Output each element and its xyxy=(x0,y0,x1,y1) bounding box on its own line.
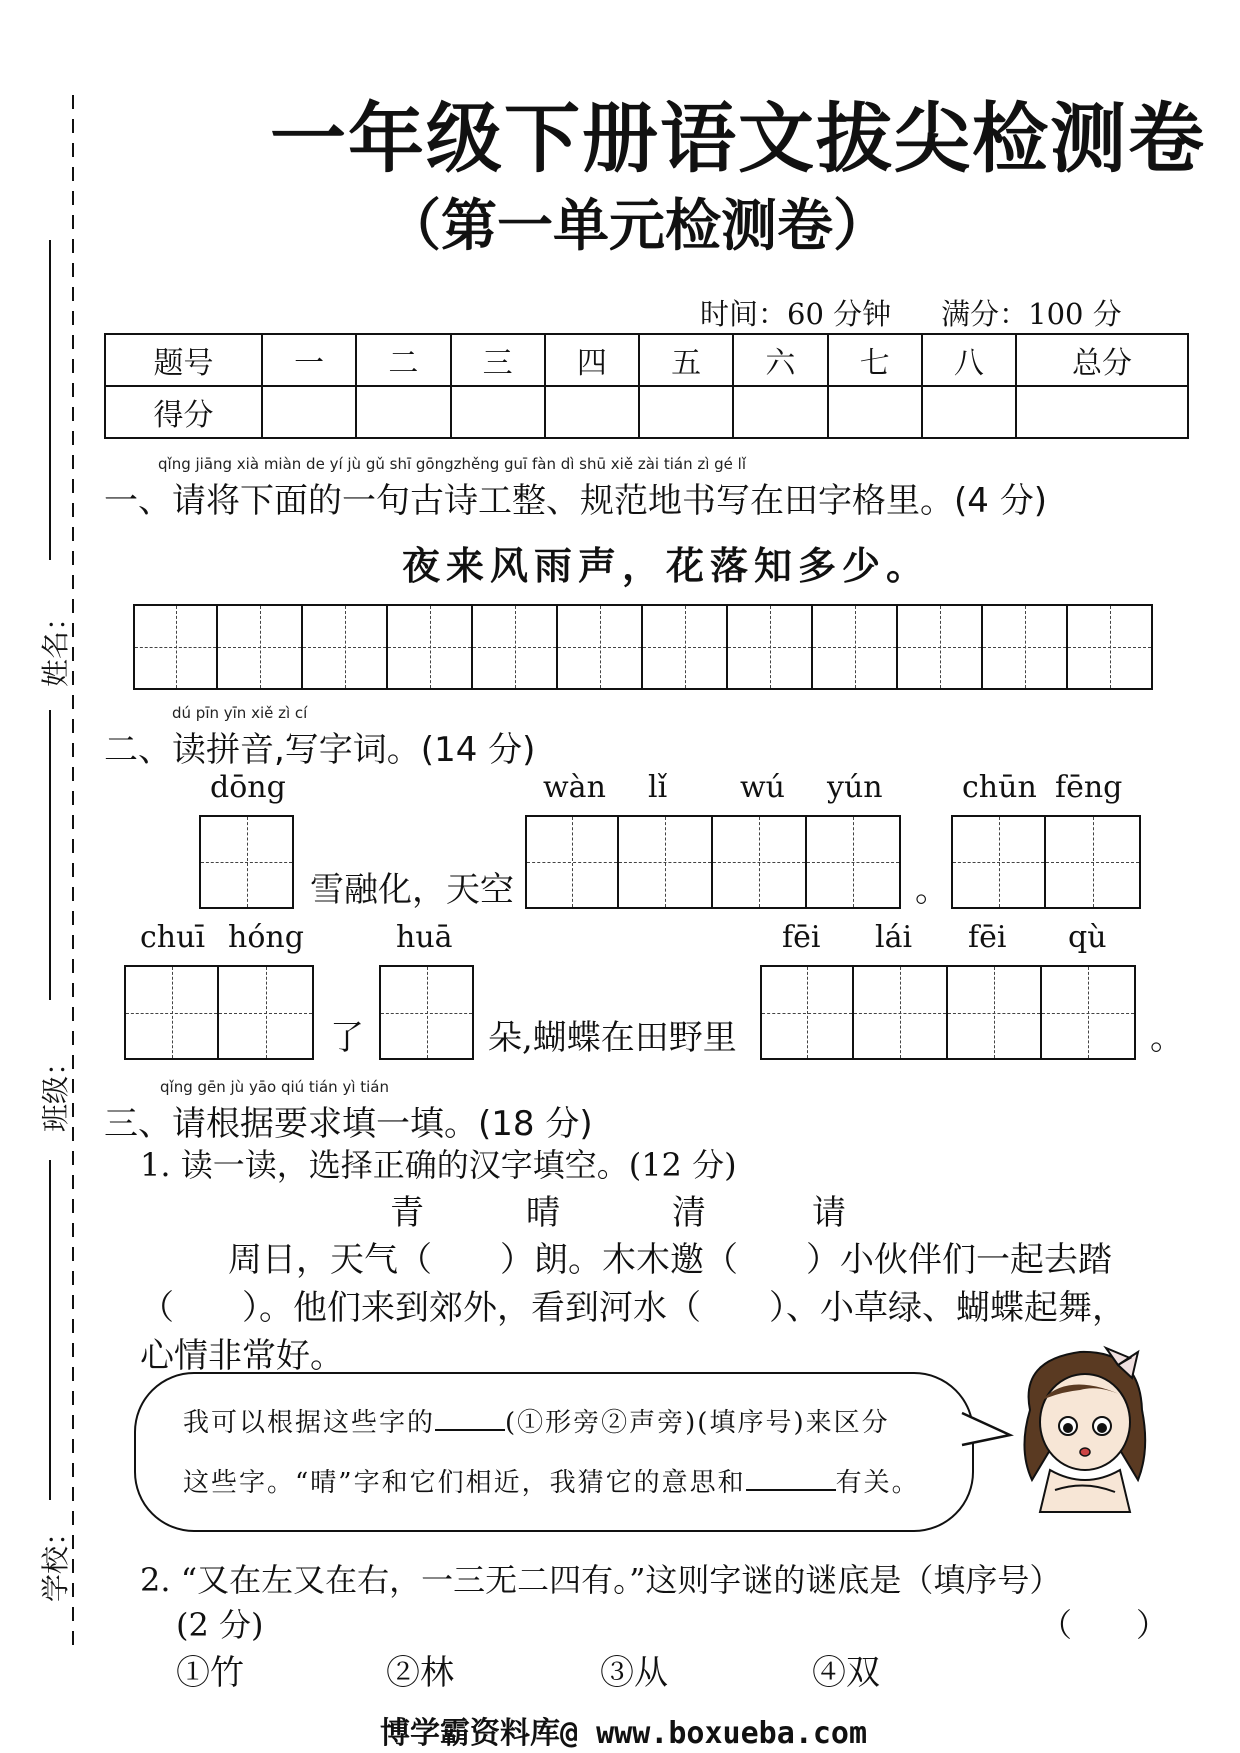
pinyin-fei-1: fēi xyxy=(782,920,821,955)
pinyin-fei-2: fēi xyxy=(968,920,1007,955)
tianzige-cell[interactable] xyxy=(558,604,643,690)
section3-pinyin: qǐng gēn jù yāo qiú tián yì tián xyxy=(160,1078,390,1096)
tianzige-cell[interactable] xyxy=(898,604,983,690)
score-header-cell: 七 xyxy=(828,334,922,386)
girl-illustration xyxy=(1010,1340,1160,1515)
row2-text-le: 了 xyxy=(330,1018,364,1058)
row2-period: 。 xyxy=(1150,1018,1184,1058)
passage-line-3: 心情非常好。 xyxy=(140,1336,344,1376)
score-header-cell: 五 xyxy=(639,334,733,386)
answer-box-hua xyxy=(379,965,474,1060)
score-row-label: 得分 xyxy=(105,386,262,438)
page-subtitle: （第一单元检测卷） xyxy=(385,194,889,259)
q1-label: 1. 读一读，选择正确的汉字填空。(12 分) xyxy=(140,1146,737,1184)
bubble-text-1a: 我可以根据这些字的 xyxy=(183,1408,436,1438)
bubble-line-1 xyxy=(183,1402,890,1439)
score-table-header-row xyxy=(105,334,1188,386)
bubble-text-2a: 这些字。“晴”字和它们相近，我猜它的意思和 xyxy=(183,1468,746,1498)
passage-line-2: （ ）。他们来到郊外，看到河水（ ）、小草绿、蝴蝶起舞， xyxy=(140,1288,1126,1328)
score-header-cell: 二 xyxy=(356,334,450,386)
score-header-cell: 三 xyxy=(451,334,545,386)
poem-line: 夜来风雨声，花落知多少。 xyxy=(402,543,931,588)
row1-period: 。 xyxy=(915,870,949,910)
section1-pinyin: qǐng jiāng xià miàn de yí jù gǔ shī gōngzhěng guī fàn dì shū xiě zài tián zì gé lǐ xyxy=(158,455,747,473)
bubble-line-2 xyxy=(183,1462,920,1499)
score-header-cell: 四 xyxy=(545,334,639,386)
score-header-cell: 题号 xyxy=(105,334,262,386)
choice-qing-green: 青 xyxy=(390,1193,424,1233)
section2-heading: 二、读拼音,写字词。(14 分) xyxy=(104,730,536,770)
school-write-line xyxy=(48,1160,52,1500)
blank-radical[interactable] xyxy=(435,1405,505,1431)
pinyin-lai: lái xyxy=(875,920,913,955)
answer-box-dong xyxy=(199,815,294,909)
tianzige-cell[interactable] xyxy=(728,604,813,690)
answer-box-wanliwuyun xyxy=(525,815,901,909)
exam-full-score: 满分：100 分 xyxy=(941,297,1122,331)
tianzige-cell[interactable] xyxy=(643,604,728,690)
row1-text: 雪融化，天空 xyxy=(310,870,514,910)
q2-option-3: ③从 xyxy=(600,1653,668,1693)
tianzige-cell[interactable] xyxy=(713,815,807,909)
name-label: 姓名： xyxy=(39,602,73,688)
pinyin-chui: chuī xyxy=(140,920,206,955)
section1-heading: 一、请将下面的一句古诗工整、规范地书写在田字格里。(4 分) xyxy=(104,481,1047,521)
tianzige-cell[interactable] xyxy=(199,815,294,909)
row2-text: 朵,蝴蝶在田野里 xyxy=(488,1018,737,1058)
score-header-cell: 总分 xyxy=(1016,334,1188,386)
tianzige-cell[interactable] xyxy=(1046,815,1141,909)
school-label: 学校： xyxy=(39,1517,73,1603)
class-write-line xyxy=(48,710,52,1000)
bubble-text-1b: (①形旁②声旁)(填序号)来区分 xyxy=(505,1408,890,1438)
q2-option-4: ④双 xyxy=(812,1653,880,1693)
q2-score: (2 分) xyxy=(176,1606,264,1644)
answer-box-chuihong xyxy=(124,965,314,1060)
choice-qing-clear: 清 xyxy=(672,1193,706,1233)
tianzige-cell[interactable] xyxy=(525,815,619,909)
pinyin-wan: wàn xyxy=(543,770,606,805)
choice-qing-sunny: 晴 xyxy=(526,1193,560,1233)
tianzige-cell[interactable] xyxy=(218,604,303,690)
pinyin-hua: huā xyxy=(396,920,453,955)
tianzige-cell[interactable] xyxy=(1042,965,1136,1060)
score-header-cell: 六 xyxy=(733,334,827,386)
q2-option-1: ①竹 xyxy=(176,1653,244,1693)
q2-answer-paren[interactable]: （ ） xyxy=(1040,1606,1169,1644)
tianzige-cell[interactable] xyxy=(619,815,713,909)
exam-info xyxy=(700,292,1172,333)
tianzige-cell[interactable] xyxy=(473,604,558,690)
bubble-text-2b: 有关。 xyxy=(835,1468,920,1498)
blank-meaning[interactable] xyxy=(746,1465,836,1491)
passage-line-1: 周日，天气（ ）朗。木木邀（ ）小伙伴们一起去踏 xyxy=(228,1240,1112,1280)
pinyin-yun: yún xyxy=(827,770,883,805)
name-write-line xyxy=(48,240,52,560)
pinyin-li: lǐ xyxy=(648,770,668,805)
score-table-score-row xyxy=(105,386,1188,438)
score-cell[interactable] xyxy=(451,386,545,438)
tianzige-cell[interactable] xyxy=(1068,604,1153,690)
tianzige-cell[interactable] xyxy=(388,604,473,690)
tianzige-cell[interactable] xyxy=(854,965,948,1060)
tianzige-cell[interactable] xyxy=(813,604,898,690)
pinyin-dong: dōng xyxy=(210,770,286,805)
score-cell[interactable] xyxy=(922,386,1016,438)
score-cell[interactable] xyxy=(545,386,639,438)
tianzige-cell[interactable] xyxy=(379,965,474,1060)
score-cell[interactable] xyxy=(356,386,450,438)
binding-dashed-line xyxy=(70,95,76,1645)
choice-qing-invite: 请 xyxy=(812,1193,846,1233)
section2-pinyin: dú pīn yīn xiě zì cí xyxy=(172,704,308,722)
score-header-cell: 一 xyxy=(262,334,356,386)
q2-label: 2. “又在左又在右，一三无二四有。”这则字谜的谜底是（填序号） xyxy=(140,1561,1062,1599)
section3-heading: 三、请根据要求填一填。(18 分) xyxy=(104,1104,593,1144)
footer-watermark: 博学霸资料库@ www.boxueba.com xyxy=(380,1716,868,1751)
pinyin-wu: wú xyxy=(740,770,785,805)
score-cell[interactable] xyxy=(1016,386,1188,438)
tianzige-cell[interactable] xyxy=(124,965,219,1060)
score-header-cell: 八 xyxy=(922,334,1016,386)
q2-option-2: ②林 xyxy=(386,1653,454,1693)
score-table xyxy=(104,333,1189,439)
tianzige-cell[interactable] xyxy=(760,965,854,1060)
class-label: 班级： xyxy=(39,1047,73,1133)
answer-box-feilaifeiqu xyxy=(760,965,1136,1060)
tianzige-cell[interactable] xyxy=(219,965,314,1060)
tianzige-cell[interactable] xyxy=(133,604,218,690)
exam-time: 时间：60 分钟 xyxy=(700,297,892,331)
score-cell[interactable] xyxy=(828,386,922,438)
poem-tianzige-row xyxy=(133,604,1153,690)
answer-box-chunfeng xyxy=(951,815,1141,909)
tianzige-cell[interactable] xyxy=(807,815,901,909)
score-cell[interactable] xyxy=(639,386,733,438)
tianzige-cell[interactable] xyxy=(303,604,388,690)
score-cell[interactable] xyxy=(262,386,356,438)
pinyin-qu: qù xyxy=(1068,920,1107,955)
tianzige-cell[interactable] xyxy=(948,965,1042,1060)
tianzige-cell[interactable] xyxy=(983,604,1068,690)
score-cell[interactable] xyxy=(733,386,827,438)
tianzige-cell[interactable] xyxy=(951,815,1046,909)
page-title: 一年级下册语文拔尖检测卷 xyxy=(270,94,1206,183)
pinyin-feng: fēng xyxy=(1055,770,1123,805)
pinyin-chun: chūn xyxy=(962,770,1037,805)
speech-bubble xyxy=(134,1372,974,1532)
pinyin-hong: hóng xyxy=(228,920,304,955)
